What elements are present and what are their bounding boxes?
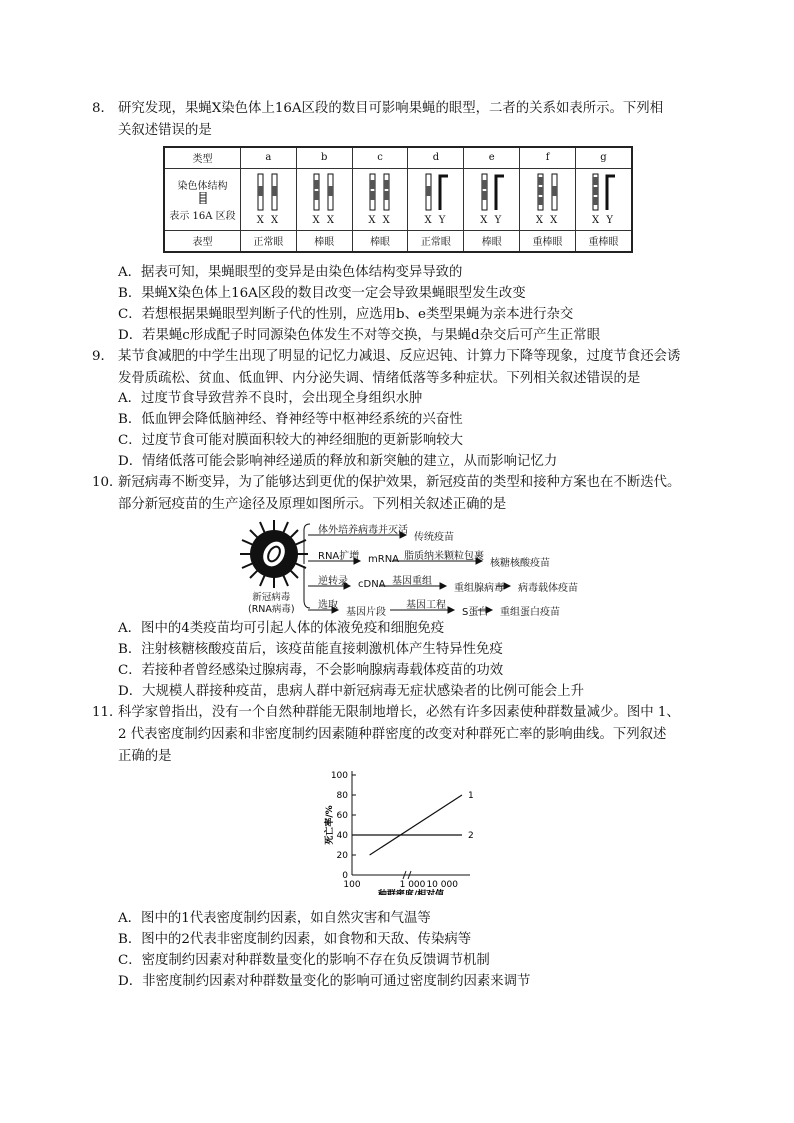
stem-line: 部分新冠疫苗的生产途径及原理如图所示。下列相关叙述正确的是 [118,497,507,512]
table-header-phenotype: 表型 [164,230,241,252]
type-cell: c [352,147,408,168]
chromosome-pair-icon [472,172,512,212]
step-label: 逆转录 [318,576,348,587]
intermediate-label: S蛋白 [462,607,489,618]
phenotype-cell: 正常眼 [241,230,297,252]
question-10-stem [92,472,703,516]
vaccine-output: 核糖核酸疫苗 [490,558,550,569]
sex-chromosomes: X X [535,215,560,226]
chromosome-pair-icon [248,172,288,212]
option-b: B．低血钾会降低脑神经、脊神经等中枢神经系统的兴奋性 [118,412,463,427]
chromosome-cell [296,168,352,230]
phenotype-cell: 棒眼 [464,230,520,252]
sex-chromosomes: X X [368,215,392,226]
mortality-chart [320,765,490,899]
phenotype-cell: 重棒眼 [520,230,576,252]
series-label: 2 [468,831,474,841]
chromosome-cell [352,168,408,230]
mortality-chart-svg [320,765,490,895]
chromosome-pair-icon [528,172,568,212]
question-11-stem [92,702,703,768]
step-label: 脂质纳米颗粒包裹 [404,551,484,562]
vaccine-output: 病毒载体疫苗 [518,583,578,594]
stem-line: 正确的是 [118,749,172,764]
stem-line: 发骨质疏松、贫血、低血钾、内分泌失调、情绪低落等多种症状。下列相关叙述错误的是 [118,371,641,386]
question-number: 10． [92,475,123,490]
step-label: 体外培养病毒并灭活 [318,525,408,536]
vaccine-output: 传统疫苗 [414,532,454,543]
chromosome-cell [520,168,576,230]
type-cell: g [575,147,632,168]
type-cell: e [464,147,520,168]
chromosome-pair-icon [416,172,456,212]
stem-line: 某节食减肥的中学生出现了明显的记忆力减退、反应迟钝、计算力下降等现象，过度节食还会诱 [118,349,681,364]
question-number: 8． [92,101,114,116]
type-cell: d [408,147,464,168]
step-label: 选取 [318,600,338,611]
option-d: D．大规模人群接种疫苗，患病人群中新冠病毒无症状感染者的比例可能会上升 [118,684,585,699]
option-a: A．图中的4类疫苗均可引起人体的体液免疫和细胞免疫 [118,621,445,636]
option-d: D．情绪低落可能会影响神经递质的释放和新突触的建立，从而影响记忆力 [118,454,558,469]
question-number: 9． [92,349,114,364]
y-tick-label: 0 [342,871,348,881]
segment-symbol-icon [196,192,210,204]
step-label: 基因重组 [392,576,432,587]
chromosome-pair-icon [583,172,623,212]
option-c: C．若接种者曾经感染过腺病毒，不会影响腺病毒载体疫苗的功效 [118,663,504,678]
option-d: D．非密度制约因素对种群数量变化的影响可通过密度制约因素来调节 [118,974,531,989]
sex-chromosomes: X Y [592,215,615,226]
sex-chromosomes: X Y [480,215,504,226]
x-axis-label: 种群密度/相对值 [377,890,445,895]
chromosome-pair-icon [360,172,400,212]
chromosome-cell [464,168,520,230]
virus-type: (RNA病毒) [248,604,295,615]
intermediate-label: 基因片段 [346,607,386,618]
virus-name: 新冠病毒 [252,592,291,603]
stem-line: 科学家曾指出，没有一个自然种群能无限制地增长，必然有许多因素使种群数量减少。图中 1、 [118,705,680,720]
vaccine-output: 重组蛋白疫苗 [500,607,560,618]
intermediate-label: mRNA [368,554,400,565]
intermediate-label: cDNA [358,579,386,590]
option-a: A．过度节食导致营养不良时，会出现全身组织水肿 [118,391,423,406]
sex-chromosomes: X X [312,215,336,226]
step-label: RNA扩增 [318,551,360,562]
chromosome-table [163,146,633,253]
option-d: D．若果蝇c形成配子时同源染色体发生不对等交换，与果蝇d杂交后可产生正常眼 [118,328,601,343]
virus-label [248,592,295,616]
stem-line: 新冠病毒不断变异，为了能够达到更优的保护效果，新冠疫苗的类型和接种方案也在不断迭代。 [118,475,681,490]
y-tick-label: 80 [336,791,348,801]
series-label: 1 [468,791,474,801]
structure-label: 表示 16A 区段 [169,210,236,222]
option-b: B．注射核糖核酸疫苗后，该疫苗能直接刺激机体产生特异性免疫 [118,642,503,657]
sex-chromosomes: X Y [424,215,448,226]
option-a: A．图中的1代表密度制约因素，如自然灾害和气温等 [118,911,431,926]
option-b: B．果蝇X染色体上16A区段的数目改变一定会导致果蝇眼型发生改变 [118,286,526,301]
chromosome-pair-icon [304,172,344,212]
table-header-structure [164,168,241,230]
y-tick-label: 20 [336,851,348,861]
intermediate-label: 重组腺病毒 [454,583,504,594]
option-c: C．若想根据果蝇眼型判断子代的性别，应选用b、e类型果蝇为亲本进行杂交 [118,307,574,322]
question-8-stem [92,98,703,142]
option-c: C．密度制约因素对种群数量变化的影响不存在负反馈调节机制 [118,953,490,968]
question-9-stem [92,346,703,390]
phenotype-cell: 棒眼 [296,230,352,252]
chromosome-cell [241,168,297,230]
y-tick-label: 40 [336,831,348,841]
type-cell: b [296,147,352,168]
structure-label: 染色体结构 [177,180,228,192]
step-label: 基因工程 [406,600,446,611]
table-header-type: 类型 [164,147,241,168]
chromosome-cell [408,168,464,230]
option-c: C．过度节食可能对膜面积较大的神经细胞的更新影响较大 [118,433,464,448]
option-a: A．据表可知，果蝇眼型的变异是由染色体结构变异导致的 [118,265,463,280]
stem-line: 关叙述错误的是 [118,123,212,138]
type-cell: f [520,147,576,168]
phenotype-cell: 棒眼 [352,230,408,252]
phenotype-cell: 正常眼 [408,230,464,252]
chromosome-cell [575,168,632,230]
type-cell: a [241,147,297,168]
sex-chromosomes: X X [256,215,281,226]
x-tick-label: 100 [343,880,361,890]
y-tick-label: 100 [330,771,348,781]
series-line-1 [370,795,462,855]
option-b: B．图中的2代表非密度制约因素，如食物和天敌、传染病等 [118,932,472,947]
stem-line: 2 代表密度制约因素和非密度制约因素随种群密度的改变对种群死亡率的影响曲线。下列叙述 [118,727,667,742]
y-axis-label: 死亡率/% [325,805,335,845]
x-tick-label: 1 000 [399,880,426,890]
y-tick-label: 60 [336,811,348,821]
stem-line: 研究发现，果蝇X染色体上16A区段的数目可影响果蝇的眼型，二者的关系如表所示。下列相 [118,101,664,116]
question-number: 11． [92,705,123,720]
x-tick-label: 10 000 [426,880,458,890]
phenotype-cell: 重棒眼 [575,230,632,252]
